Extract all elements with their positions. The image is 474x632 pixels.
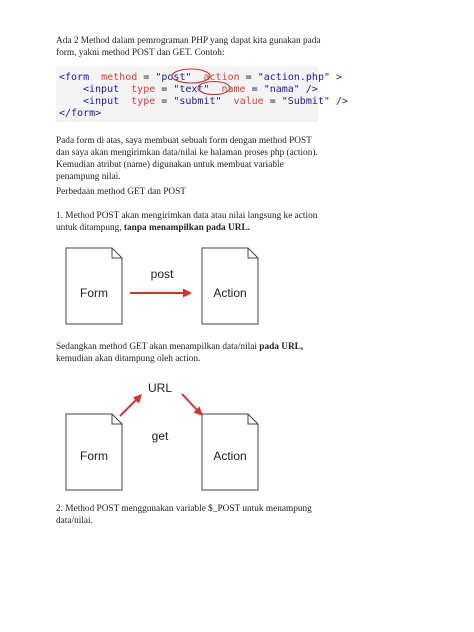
code-tag: <form (59, 72, 90, 83)
paragraph-line: penampung nilai. (56, 172, 121, 182)
code-tag: <input (83, 84, 120, 95)
paragraph-line: 1. Method POST akan mengirimkan data atau nilai langsung ke action (56, 211, 318, 221)
code-eq: = (161, 96, 168, 107)
form-label: Form (80, 449, 108, 463)
code-svg (56, 66, 348, 122)
paragraph-line (56, 222, 426, 234)
code-close: /> (305, 84, 318, 95)
arrow-down-right-icon (182, 394, 203, 416)
point-2-paragraph (56, 503, 426, 527)
code-close: > (336, 72, 343, 83)
explanation-paragraph (56, 135, 426, 183)
code-attr-method: method (101, 72, 138, 83)
intro-line: Ada 2 Method dalam pemrograman PHP yang dapat kita gunakan pada (56, 36, 321, 46)
code-value: "Submit" (281, 96, 330, 107)
code-close: /> (335, 96, 348, 107)
post-diagram (62, 244, 282, 328)
code-eq: = (161, 84, 168, 95)
arrow-right-icon (130, 289, 192, 298)
code-line-4: </form> (59, 108, 102, 119)
post-label: post (150, 267, 174, 281)
code-tag: <input (83, 96, 120, 107)
code-eq: = (245, 72, 252, 83)
bold-text: tanpa menampilkan pada URL. (123, 223, 250, 233)
code-line-1 (59, 72, 342, 83)
code-line-2 (83, 84, 318, 95)
paragraph-line: Kemudian atribut (name) digunakan untuk membuat variable (56, 160, 284, 170)
intro-paragraph (56, 35, 426, 59)
code-snippet (56, 66, 348, 122)
intro-line: form, yakni method POST dan GET. Contoh: (56, 48, 225, 58)
form-label: Form (80, 286, 108, 300)
paragraph-line: Pada form di atas, saya membuat sebuah form dengan method POST (56, 136, 312, 146)
get-label: get (151, 429, 169, 443)
code-eq: = (251, 84, 258, 95)
paragraph-line: 2. Method POST menggunakan variable $_POST untuk menampung (56, 504, 312, 514)
plain-text: Sedangkan method GET akan menampilkan data/nilai (56, 342, 260, 352)
code-value: "text" (173, 84, 210, 95)
get-diagram (62, 372, 282, 494)
action-label: Action (213, 286, 247, 300)
code-eq: = (269, 96, 276, 107)
url-label: URL (147, 381, 173, 395)
plain-text: untuk ditampung, (56, 223, 124, 233)
code-attr: value (233, 96, 264, 107)
section-heading: Perbedaan method GET dan POST (56, 187, 186, 197)
code-attr: type (131, 84, 156, 95)
arrow-up-right-icon (120, 394, 142, 416)
code-value: "post" (155, 72, 192, 83)
paragraph-line: kemudian akan ditampung oleh action. (56, 354, 201, 364)
paragraph-line: dan saya akan mengirimkan data/nilai ke halaman proses php (action). (56, 148, 318, 158)
code-attr-name: name (221, 84, 246, 95)
paragraph-line: data/nilai. (56, 516, 93, 526)
code-attr: type (131, 96, 156, 107)
bold-text: pada URL, (259, 342, 304, 352)
code-line-3 (83, 96, 348, 107)
point-1-paragraph (56, 210, 426, 234)
code-value: "action.php" (257, 72, 330, 83)
code-attr-action: action (203, 72, 240, 83)
paragraph-line (56, 341, 426, 353)
code-value: "submit" (173, 96, 222, 107)
action-label: Action (213, 449, 247, 463)
code-value: "nama" (263, 84, 300, 95)
get-explanation-paragraph (56, 341, 426, 365)
code-eq: = (143, 72, 150, 83)
